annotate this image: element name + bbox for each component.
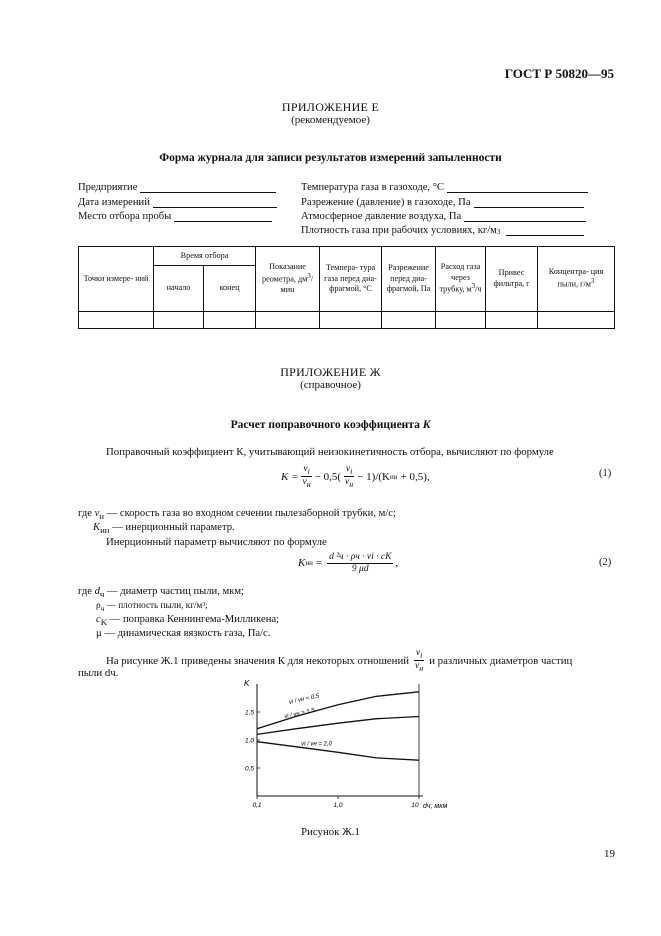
series-label: vi / vн = 2,0 (301, 741, 332, 748)
equation-number-2: (2) (599, 557, 612, 568)
form-field-enterprise: Предприятие (78, 182, 276, 193)
form-blank (447, 182, 588, 193)
definition-diameter: где $d_ч$ — диаметр частиц пыли, мкм; (78, 586, 244, 600)
series-line (257, 742, 419, 761)
formula-2: K ин = $\frac{\text{d ²ч · ρч · vi · cK}}{9 \mu d}$ , (298, 552, 399, 574)
form-blank (174, 211, 272, 222)
inertia-intro: Инерционный параметр вычисляют по формуле (106, 536, 327, 548)
col-filter-weight: Привес фильтра, г (486, 247, 538, 312)
series-label: vi / vн = 1,5 (283, 707, 316, 721)
form-field-gas-temperature: Температура газа в газоходе, °С (301, 182, 588, 193)
form-blank (464, 211, 586, 222)
journal-form-title: Форма журнала для записи результатов измерений запыленности (159, 152, 502, 164)
appendix-zh-subtitle: (справочное) (300, 379, 361, 391)
definition-viscosity: μ — динамическая вязкость газа, Па/с. (96, 628, 271, 639)
table-row (79, 312, 615, 329)
x-tick-label: 1,0 (333, 802, 343, 809)
figure-reference: На рисунке Ж.1 приведены значения К для некоторых отношений $\frac{v_i}{v_н}$ и различных диаметров частиц (106, 648, 573, 673)
definition-velocity: где $v_н$ — скорость газа во входном сечении пылезаборной трубки, м/с; (78, 508, 396, 522)
form-blank (140, 182, 276, 193)
form-blank (153, 197, 277, 208)
journal-table (78, 246, 615, 329)
y-tick-label: 1,0 (244, 737, 254, 745)
form-field-sampling-place: Место отбора пробы (78, 211, 272, 222)
col-vacuum: Разрежение перед диа- фрагмой, Па (382, 247, 436, 312)
definition-cunningham: $c_K$ — поправка Кеннингема-Милликена; (96, 614, 280, 628)
definition-density: $\rho_ч$ — плотность пыли, кг/м³; (96, 600, 208, 613)
series-label: vi / vн = 0,5 (288, 693, 320, 706)
intro-paragraph: Поправочный коэффициент К, учитывающий неизокинетичность отбора, вычисляют по формуле (106, 446, 554, 458)
figure-caption: Рисунок Ж.1 (301, 826, 360, 838)
formula-1: K = $\frac{v_i}{v_н}$ − 0,5( $\frac{v_i}{v_н}$ − 1)/(K ин + 0,5), (281, 464, 430, 489)
form-field-gas-density: Плотность газа при рабочих условиях, кг/м 3 (301, 225, 584, 236)
form-field-gas-vacuum: Разрежение (давление) в газоходе, Па (301, 197, 584, 208)
y-axis-label: K (244, 679, 250, 688)
col-start-time: начало (154, 266, 204, 312)
ratio-fraction: $\frac{v_i}{v_н}$ (415, 648, 424, 673)
equation-number-1: (1) (599, 468, 612, 479)
col-sampling-time: Время отбора (154, 247, 256, 266)
col-dust-concentration: Концентра- ция пыли, $г/м^3$ (538, 247, 615, 312)
correction-factor-chart (230, 676, 448, 818)
col-end-time: конец (204, 266, 256, 312)
correction-factor-title: Расчет поправочного коэффициента K (230, 419, 431, 431)
x-tick-label: 10 (411, 802, 419, 809)
document-number: ГОСТ Р 50820—95 (504, 66, 614, 81)
form-blank (506, 225, 584, 236)
definition-inertia: $K_{ин}$ — инерционный параметр. (93, 522, 235, 536)
series-line (257, 717, 419, 735)
col-measurement-points: Точки измере- ний (79, 247, 154, 312)
appendix-zh-title: ПРИЛОЖЕНИЕ Ж (280, 365, 381, 379)
page-number: 19 (604, 848, 615, 860)
col-gas-flow: Расход газа через трубку, $м^3/ч$ (436, 247, 486, 312)
col-gas-temperature: Темпера- тура газа перед диа- фрагмой, °С (320, 247, 382, 312)
col-rheometer: Показание реометра, $дм^3$/мин (256, 247, 320, 312)
figure-reference-line2: пыли dч. (78, 667, 119, 679)
ratio-fraction: $\frac{v_i}{v_н}$ (302, 464, 311, 489)
form-field-date: Дата измерений (78, 197, 277, 208)
x-axis-label: dч, мкм (423, 803, 448, 810)
form-blank (474, 197, 584, 208)
y-tick-label: 1,5 (244, 709, 254, 717)
ratio-fraction: $\frac{v_i}{v_н}$ (345, 464, 354, 489)
inertia-fraction: $\frac{\text{d ²ч · ρч · vi · cK}}{9 \mu d}$ (329, 552, 392, 574)
appendix-e-subtitle: (рекомендуемое) (291, 114, 370, 126)
appendix-e-title: ПРИЛОЖЕНИЕ Е (281, 100, 380, 114)
form-field-atm-pressure: Атмосферное давление воздуха, Па (301, 211, 586, 222)
y-tick-label: 0,5 (244, 765, 254, 773)
x-tick-label: 0,1 (252, 802, 262, 809)
